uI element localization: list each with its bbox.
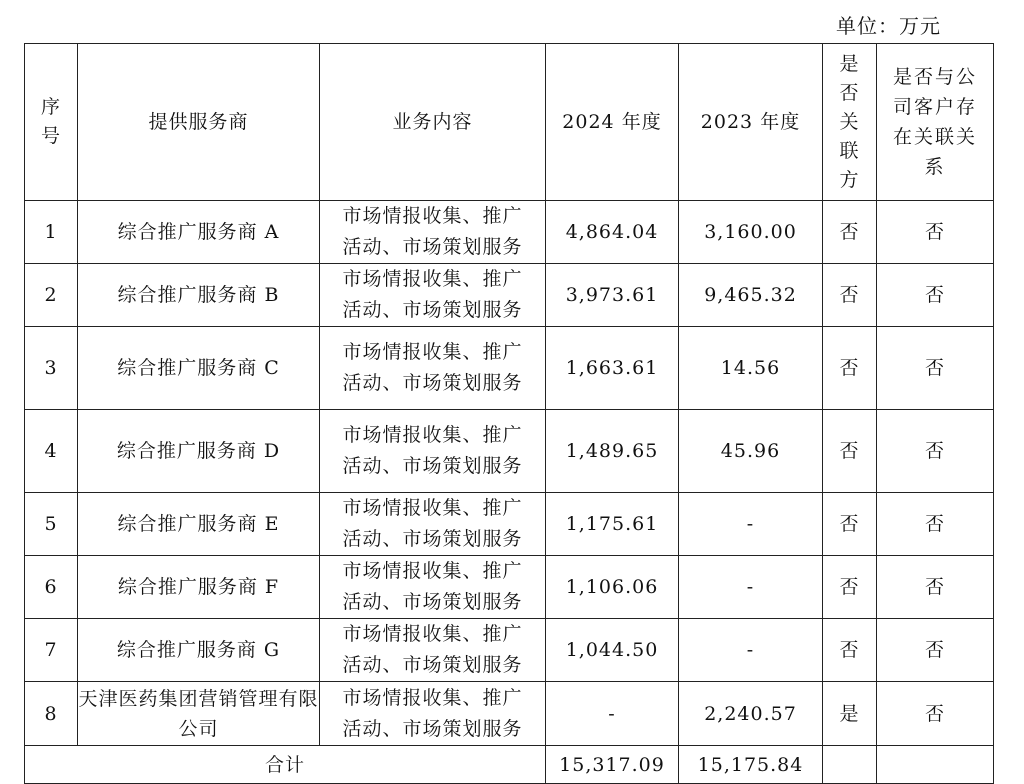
cell-business-text: 市场情报收集、推广活动、市场策划服务	[342, 497, 523, 550]
cell-2024: 1,044.50	[546, 619, 679, 682]
cell-provider	[78, 410, 320, 493]
cell-provider-text: 天津医药集团营销管理有限公司	[78, 687, 319, 740]
cell-provider-text: 综合推广服务商 E	[117, 513, 280, 535]
table-row	[25, 556, 994, 619]
table-row	[25, 619, 994, 682]
cell-provider	[78, 201, 320, 264]
cell-customer-related: 否	[877, 682, 994, 746]
cell-2023: -	[679, 556, 823, 619]
cell-2023: 45.96	[679, 410, 823, 493]
cell-seq: 2	[25, 264, 78, 327]
total-2023: 15,175.84	[679, 746, 823, 784]
cell-2024: 4,864.04	[546, 201, 679, 264]
cell-business	[320, 410, 546, 493]
table-header-row	[25, 44, 994, 201]
cell-related: 否	[823, 493, 877, 556]
cell-2024: 3,973.61	[546, 264, 679, 327]
cell-related: 否	[823, 556, 877, 619]
table-row	[25, 327, 994, 410]
cell-business-text: 市场情报收集、推广活动、市场策划服务	[342, 424, 523, 477]
cell-seq: 1	[25, 201, 78, 264]
cell-related: 否	[823, 201, 877, 264]
cell-customer-related: 否	[877, 327, 994, 410]
cell-business-text: 市场情报收集、推广活动、市场策划服务	[342, 686, 523, 740]
table-row	[25, 410, 994, 493]
cell-provider-text: 综合推广服务商 D	[116, 440, 281, 462]
cell-provider	[78, 264, 320, 327]
total-2024: 15,317.09	[546, 746, 679, 784]
table-row	[25, 682, 994, 746]
cell-provider	[78, 327, 320, 410]
total-row	[25, 746, 994, 784]
cell-provider	[78, 493, 320, 556]
cell-business	[320, 682, 546, 746]
cell-business-text: 市场情报收集、推广活动、市场策划服务	[342, 623, 523, 676]
cell-business	[320, 327, 546, 410]
cell-2023: 14.56	[679, 327, 823, 410]
cell-provider-text: 综合推广服务商 A	[117, 221, 280, 243]
cell-2024: 1,663.61	[546, 327, 679, 410]
service-provider-table	[24, 43, 994, 784]
header-related: 是否关联方	[823, 44, 877, 201]
cell-2024: 1,489.65	[546, 410, 679, 493]
cell-seq: 4	[25, 410, 78, 493]
table-row	[25, 201, 994, 264]
cell-seq: 7	[25, 619, 78, 682]
cell-seq: 5	[25, 493, 78, 556]
cell-seq: 6	[25, 556, 78, 619]
cell-related: 否	[823, 410, 877, 493]
cell-business	[320, 264, 546, 327]
cell-customer-related: 否	[877, 619, 994, 682]
cell-2023: -	[679, 493, 823, 556]
cell-provider-text: 综合推广服务商 B	[117, 284, 280, 306]
cell-2023: 2,240.57	[679, 682, 823, 746]
cell-business	[320, 493, 546, 556]
header-business: 业务内容	[320, 44, 546, 201]
cell-business	[320, 201, 546, 264]
table-row	[25, 493, 994, 556]
cell-provider	[78, 682, 320, 746]
cell-business	[320, 556, 546, 619]
total-related-empty	[823, 746, 877, 784]
cell-business-text: 市场情报收集、推广活动、市场策划服务	[342, 341, 523, 394]
header-customer-related: 是否与公司客户存在关联关系	[877, 44, 994, 201]
cell-provider	[78, 619, 320, 682]
cell-seq: 3	[25, 327, 78, 410]
unit-label: 单位：万元	[836, 14, 941, 38]
cell-customer-related: 否	[877, 556, 994, 619]
cell-2023: 9,465.32	[679, 264, 823, 327]
cell-business-text: 市场情报收集、推广活动、市场策划服务	[342, 205, 523, 258]
total-customer-empty	[877, 746, 994, 784]
cell-related: 否	[823, 619, 877, 682]
cell-2024: 1,106.06	[546, 556, 679, 619]
header-provider: 提供服务商	[78, 44, 320, 201]
cell-customer-related: 否	[877, 410, 994, 493]
cell-2023: -	[679, 619, 823, 682]
header-seq: 序号	[25, 44, 78, 201]
total-label: 合计	[25, 746, 546, 784]
cell-related: 是	[823, 682, 877, 746]
cell-business	[320, 619, 546, 682]
cell-customer-related: 否	[877, 264, 994, 327]
cell-provider-text: 综合推广服务商 F	[117, 576, 280, 598]
cell-customer-related: 否	[877, 201, 994, 264]
header-2024: 2024 年度	[546, 44, 679, 201]
cell-business-text: 市场情报收集、推广活动、市场策划服务	[342, 560, 523, 613]
cell-provider	[78, 556, 320, 619]
cell-customer-related: 否	[877, 493, 994, 556]
cell-2024: -	[546, 682, 679, 746]
header-2023: 2023 年度	[679, 44, 823, 201]
cell-related: 否	[823, 264, 877, 327]
cell-related: 否	[823, 327, 877, 410]
cell-2023: 3,160.00	[679, 201, 823, 264]
cell-provider-text: 综合推广服务商 C	[117, 357, 280, 379]
cell-business-text: 市场情报收集、推广活动、市场策划服务	[342, 268, 523, 321]
cell-seq: 8	[25, 682, 78, 746]
cell-2024: 1,175.61	[546, 493, 679, 556]
cell-provider-text: 综合推广服务商 G	[116, 639, 281, 661]
table-row	[25, 264, 994, 327]
